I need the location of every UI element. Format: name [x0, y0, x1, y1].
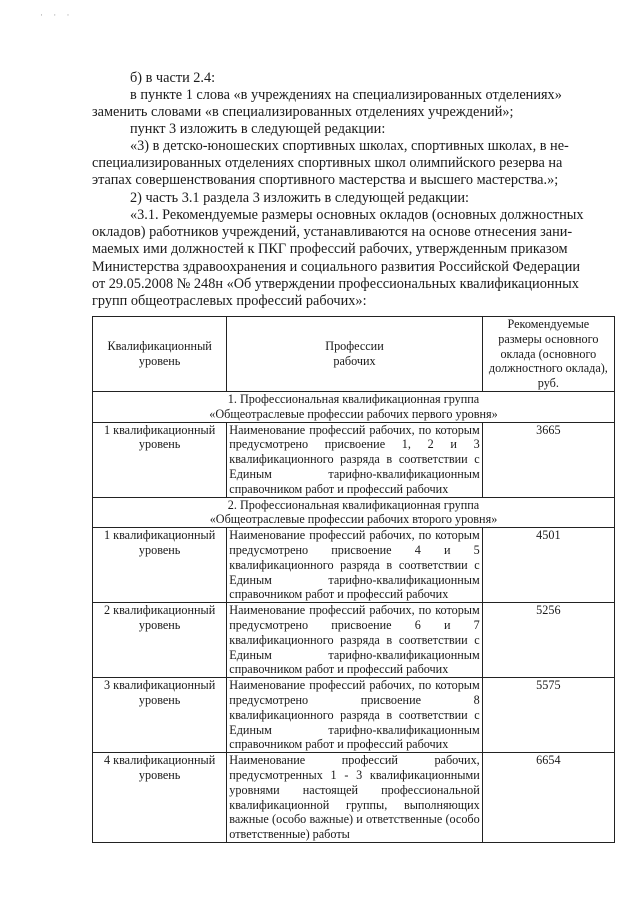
- paragraph-part-2-4: [92, 70, 612, 87]
- group-title-line1: 1. Профессиональная квалификационная группа: [227, 391, 480, 406]
- header-professions-line2: рабочих: [333, 353, 376, 368]
- table-row: [93, 753, 615, 843]
- cell-professions: Наименование профессий рабочих, по которым предусмотрено присвоение 6 и 7 квалификационного разряда в соответствии с Единым тарифно-квалификационным справочником работ и профессий рабочих: [227, 603, 482, 678]
- paragraph-part-3-1-intro: [92, 190, 612, 207]
- text-line: окладов) работников учреждений, устанавливаются на основе отнесения зани-: [92, 224, 573, 241]
- text-line: б) в части 2.4:: [130, 70, 216, 86]
- cell-level: 1 квалификационный уровень: [93, 422, 227, 497]
- text-line: заменить словами «в специализированных отделениях учреждений»;: [92, 104, 514, 121]
- group-title-row: [93, 497, 615, 528]
- qualification-salary-table: [92, 316, 615, 843]
- cell-professions: Наименование профессий рабочих, по которым предусмотрено присвоение 4 и 5 квалификационного разряда в соответствии с Единым тарифно-квалификационным справочником работ и профессий рабочих: [227, 528, 482, 603]
- group-title-line2: «Общеотраслевые профессии рабочих первого уровня»: [209, 406, 498, 421]
- cell-level: 4 квалификационный уровень: [93, 753, 227, 843]
- group-title-2: [93, 497, 615, 528]
- group-title-row: [93, 391, 615, 422]
- text-line: специализированных отделениях спортивных школ олимпийского резерва на: [92, 155, 563, 172]
- header-level: [93, 317, 227, 392]
- cell-level: 3 квалификационный уровень: [93, 678, 227, 753]
- header-salary: [482, 317, 614, 392]
- text-line: «3.1. Рекомендуемые размеры основных окладов (основных должностных: [130, 207, 584, 223]
- cell-salary: 3665: [482, 422, 614, 497]
- paragraph-part-3-1-text: [92, 207, 612, 310]
- table-row: [93, 422, 615, 497]
- cell-professions: Наименование профессий рабочих, по которым предусмотрено присвоение 8 квалификационного разряда в соответствии с Единым тарифно-квалификационным справочником работ и профессий рабочих: [227, 678, 482, 753]
- text-line: маемых ими должностей к ПКГ профессий рабочих, утвержденным приказом: [92, 241, 568, 258]
- cell-salary: 4501: [482, 528, 614, 603]
- cell-level: 1 квалификационный уровень: [93, 528, 227, 603]
- group-title-line1: 2. Профессиональная квалификационная группа: [227, 497, 480, 512]
- header-professions-line1: Профессии: [325, 339, 384, 354]
- cell-salary: 6654: [482, 753, 614, 843]
- cell-professions: Наименование профессий рабочих, предусмотренных 1 - 3 квалификационными уровнями настоящей профессиональной квалификационной группы, выполняющих важные (особо важные) и ответственные (особо ответственные) работы: [227, 753, 482, 843]
- paragraph-item-3-text: [92, 138, 612, 190]
- text-line: в пункте 1 слова «в учреждениях на специализированных отделениях»: [130, 87, 562, 103]
- table-row: [93, 678, 615, 753]
- table-header-row: [93, 317, 615, 392]
- text-line: от 29.05.2008 № 248н «Об утверждении профессиональных квалификационных: [92, 275, 579, 292]
- group-title-line2: «Общеотраслевые профессии рабочих второго уровня»: [209, 512, 498, 527]
- text-line: Министерства здравоохранения и социального развития Российской Федерации: [92, 258, 580, 275]
- text-line: этапах совершенствования спортивного мастерства и высшего мастерства.»;: [92, 172, 559, 189]
- text-line: 2) часть 3.1 раздела 3 изложить в следующей редакции:: [130, 190, 469, 206]
- table-row: [93, 528, 615, 603]
- paragraph-item-3-intro: [92, 121, 612, 138]
- scan-corner-marks: · · ·: [40, 10, 74, 20]
- cell-level: 2 квалификационный уровень: [93, 603, 227, 678]
- text-line: «3) в детско-юношеских спортивных школах, спортивных школах, в не-: [130, 138, 569, 154]
- header-level-text: Квалификационный уровень: [107, 339, 212, 368]
- cell-professions: Наименование профессий рабочих, по которым предусмотрено присвоение 1, 2 и 3 квалификационного разряда в соответствии с Единым тарифно-квалификационным справочником работ и профессий рабочих: [227, 422, 482, 497]
- text-line: пункт 3 изложить в следующей редакции:: [130, 121, 386, 137]
- table-row: [93, 603, 615, 678]
- paragraph-item-1: [92, 87, 612, 121]
- header-salary-text: Рекомендуемые размеры основного оклада (основного должностного оклада), руб.: [488, 317, 608, 391]
- text-line: групп общеотраслевых профессий рабочих»:: [92, 293, 367, 310]
- header-professions: [227, 317, 482, 392]
- cell-salary: 5256: [482, 603, 614, 678]
- cell-salary: 5575: [482, 678, 614, 753]
- group-title-1: [93, 391, 615, 422]
